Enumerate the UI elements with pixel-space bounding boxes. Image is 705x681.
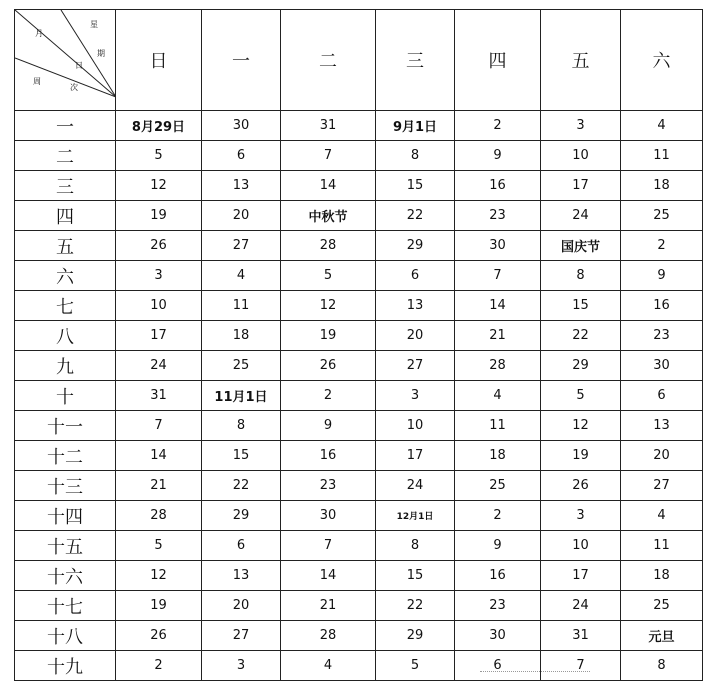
day-cell: 27 [202, 621, 281, 651]
day-cell: 30 [202, 111, 281, 141]
day-cell: 7 [541, 651, 621, 681]
day-cell: 18 [202, 321, 281, 351]
day-cell: 7 [281, 531, 376, 561]
day-cell: 19 [541, 441, 621, 471]
day-cell: 23 [281, 471, 376, 501]
day-cell: 23 [455, 201, 541, 231]
day-cell: 8 [376, 141, 455, 171]
day-cell: 9月1日 [376, 111, 455, 141]
day-cell: 14 [281, 171, 376, 201]
day-cell: 25 [202, 351, 281, 381]
day-cell: 22 [376, 591, 455, 621]
table-row [15, 501, 703, 531]
day-cell: 21 [116, 471, 202, 501]
day-cell: 16 [621, 291, 703, 321]
week-number-cell: 九 [15, 351, 116, 381]
day-cell: 12 [116, 171, 202, 201]
day-cell: 18 [621, 561, 703, 591]
day-cell: 10 [541, 141, 621, 171]
day-cell: 3 [541, 501, 621, 531]
day-cell: 4 [621, 111, 703, 141]
table-row [15, 621, 703, 651]
day-cell: 4 [281, 651, 376, 681]
day-cell: 6 [376, 261, 455, 291]
day-cell: 10 [376, 411, 455, 441]
table-row [15, 471, 703, 501]
table-row [15, 261, 703, 291]
day-cell: 29 [202, 501, 281, 531]
day-cell: 12 [116, 561, 202, 591]
day-cell: 29 [541, 351, 621, 381]
day-cell: 25 [621, 591, 703, 621]
day-cell: 23 [455, 591, 541, 621]
page-footer-mark [480, 671, 590, 675]
day-cell: 17 [541, 171, 621, 201]
day-cell: 10 [116, 291, 202, 321]
week-number-cell: 十八 [15, 621, 116, 651]
day-cell: 12 [281, 291, 376, 321]
day-cell: 元旦 [621, 621, 703, 651]
day-cell: 2 [455, 111, 541, 141]
table-row [15, 411, 703, 441]
day-cell: 7 [455, 261, 541, 291]
day-cell: 23 [621, 321, 703, 351]
day-cell: 3 [541, 111, 621, 141]
day-cell: 2 [116, 651, 202, 681]
day-cell: 30 [621, 351, 703, 381]
day-cell: 24 [376, 471, 455, 501]
day-cell: 22 [376, 201, 455, 231]
day-cell: 11 [621, 141, 703, 171]
weekday-header: 六 [621, 10, 703, 111]
table-row [15, 321, 703, 351]
day-cell: 24 [541, 201, 621, 231]
day-cell: 26 [541, 471, 621, 501]
diagonal-header-cell [15, 10, 116, 111]
day-cell: 12月1日 [376, 501, 455, 531]
day-cell: 14 [116, 441, 202, 471]
day-cell: 13 [202, 561, 281, 591]
day-cell: 4 [202, 261, 281, 291]
table-row [15, 531, 703, 561]
diag-label-month: 月 [35, 29, 43, 38]
week-number-cell: 十 [15, 381, 116, 411]
diag-label-ci: 次 [70, 83, 78, 92]
day-cell: 13 [376, 291, 455, 321]
day-cell: 21 [455, 321, 541, 351]
day-cell: 16 [455, 561, 541, 591]
day-cell: 26 [116, 621, 202, 651]
header-row [15, 10, 703, 111]
day-cell: 19 [116, 201, 202, 231]
day-cell: 17 [116, 321, 202, 351]
diag-label-xing: 星 [90, 20, 98, 29]
table-row [15, 141, 703, 171]
day-cell: 13 [202, 171, 281, 201]
day-cell: 9 [621, 261, 703, 291]
day-cell: 11 [621, 531, 703, 561]
weekday-header: 二 [281, 10, 376, 111]
day-cell: 25 [621, 201, 703, 231]
day-cell: 31 [116, 381, 202, 411]
day-cell: 28 [281, 231, 376, 261]
day-cell: 2 [455, 501, 541, 531]
table-row [15, 231, 703, 261]
day-cell: 14 [281, 561, 376, 591]
day-cell: 13 [621, 411, 703, 441]
weekday-header: 一 [202, 10, 281, 111]
calendar-table [14, 9, 703, 681]
weekday-header: 日 [116, 10, 202, 111]
table-row [15, 351, 703, 381]
day-cell: 12 [541, 411, 621, 441]
day-cell: 6 [621, 381, 703, 411]
day-cell: 2 [281, 381, 376, 411]
day-cell: 27 [621, 471, 703, 501]
day-cell: 4 [621, 501, 703, 531]
day-cell: 9 [455, 141, 541, 171]
diag-label-ri: 日 [75, 61, 83, 70]
day-cell: 9 [455, 531, 541, 561]
table-row [15, 441, 703, 471]
day-cell: 21 [281, 591, 376, 621]
day-cell: 7 [281, 141, 376, 171]
day-cell: 14 [455, 291, 541, 321]
weekday-header: 五 [541, 10, 621, 111]
day-cell: 27 [202, 231, 281, 261]
week-number-cell: 十二 [15, 441, 116, 471]
day-cell: 10 [541, 531, 621, 561]
day-cell: 31 [541, 621, 621, 651]
week-number-cell: 十七 [15, 591, 116, 621]
day-cell: 31 [281, 111, 376, 141]
diag-label-qi: 期 [97, 49, 105, 58]
day-cell: 9 [281, 411, 376, 441]
day-cell: 5 [281, 261, 376, 291]
day-cell: 26 [116, 231, 202, 261]
table-row [15, 381, 703, 411]
day-cell: 6 [202, 141, 281, 171]
day-cell: 2 [621, 231, 703, 261]
day-cell: 27 [376, 351, 455, 381]
week-number-cell: 一 [15, 111, 116, 141]
day-cell: 3 [116, 261, 202, 291]
day-cell: 8 [376, 531, 455, 561]
week-number-cell: 五 [15, 231, 116, 261]
day-cell: 5 [116, 531, 202, 561]
day-cell: 30 [281, 501, 376, 531]
day-cell: 15 [376, 171, 455, 201]
day-cell: 29 [376, 621, 455, 651]
day-cell: 16 [281, 441, 376, 471]
day-cell: 7 [116, 411, 202, 441]
day-cell: 11月1日 [202, 381, 281, 411]
day-cell: 8月29日 [116, 111, 202, 141]
week-number-cell: 十四 [15, 501, 116, 531]
week-number-cell: 十一 [15, 411, 116, 441]
day-cell: 28 [281, 621, 376, 651]
day-cell: 8 [621, 651, 703, 681]
day-cell: 24 [116, 351, 202, 381]
day-cell: 11 [455, 411, 541, 441]
diag-label-zhou: 周 [33, 77, 41, 86]
day-cell: 22 [202, 471, 281, 501]
day-cell: 19 [281, 321, 376, 351]
day-cell: 3 [202, 651, 281, 681]
day-cell: 6 [455, 651, 541, 681]
table-row [15, 561, 703, 591]
week-number-cell: 十六 [15, 561, 116, 591]
table-row [15, 591, 703, 621]
week-number-cell: 八 [15, 321, 116, 351]
table-row [15, 201, 703, 231]
day-cell: 5 [541, 381, 621, 411]
day-cell: 22 [541, 321, 621, 351]
day-cell: 4 [455, 381, 541, 411]
week-number-cell: 七 [15, 291, 116, 321]
day-cell: 16 [455, 171, 541, 201]
day-cell: 28 [116, 501, 202, 531]
week-number-cell: 十五 [15, 531, 116, 561]
day-cell: 17 [376, 441, 455, 471]
day-cell: 6 [202, 531, 281, 561]
week-number-cell: 十三 [15, 471, 116, 501]
day-cell: 3 [376, 381, 455, 411]
day-cell: 15 [376, 561, 455, 591]
day-cell: 28 [455, 351, 541, 381]
day-cell: 29 [376, 231, 455, 261]
week-number-cell: 三 [15, 171, 116, 201]
day-cell: 5 [116, 141, 202, 171]
day-cell: 20 [202, 201, 281, 231]
table-row [15, 651, 703, 681]
week-number-cell: 十九 [15, 651, 116, 681]
week-number-cell: 二 [15, 141, 116, 171]
day-cell: 25 [455, 471, 541, 501]
day-cell: 5 [376, 651, 455, 681]
day-cell: 8 [202, 411, 281, 441]
day-cell: 20 [202, 591, 281, 621]
day-cell: 17 [541, 561, 621, 591]
day-cell: 30 [455, 231, 541, 261]
day-cell: 15 [202, 441, 281, 471]
week-number-cell: 四 [15, 201, 116, 231]
day-cell: 18 [621, 171, 703, 201]
day-cell: 20 [376, 321, 455, 351]
table-row [15, 171, 703, 201]
day-cell: 8 [541, 261, 621, 291]
diagonal-lines [15, 10, 116, 110]
day-cell: 24 [541, 591, 621, 621]
weekday-header: 三 [376, 10, 455, 111]
day-cell: 18 [455, 441, 541, 471]
day-cell: 11 [202, 291, 281, 321]
day-cell: 26 [281, 351, 376, 381]
table-row [15, 111, 703, 141]
day-cell: 15 [541, 291, 621, 321]
day-cell: 30 [455, 621, 541, 651]
table-row [15, 291, 703, 321]
week-number-cell: 六 [15, 261, 116, 291]
day-cell: 20 [621, 441, 703, 471]
day-cell: 中秋节 [281, 201, 376, 231]
day-cell: 19 [116, 591, 202, 621]
day-cell: 国庆节 [541, 231, 621, 261]
weekday-header: 四 [455, 10, 541, 111]
